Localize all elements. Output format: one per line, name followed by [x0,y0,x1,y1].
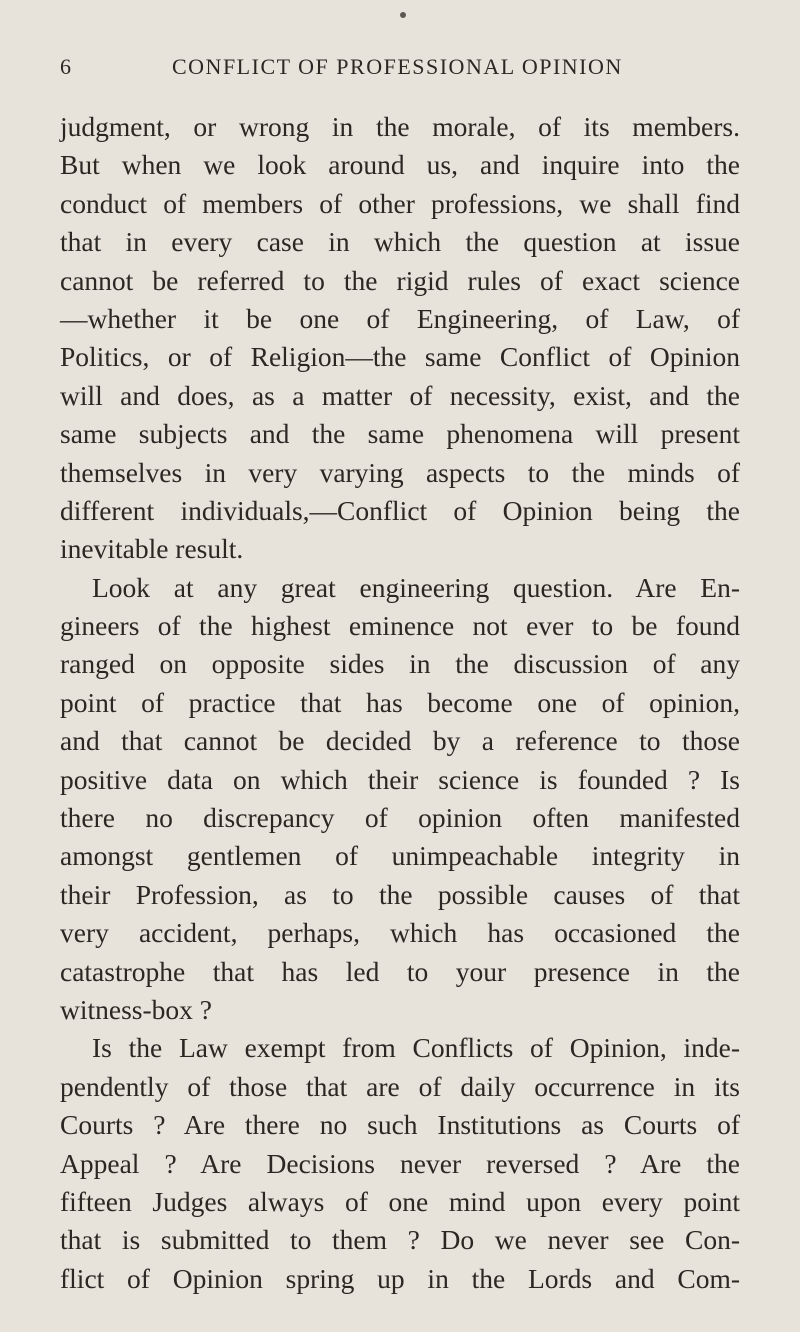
text-line: But when we look around us, and inquire into the [60,149,740,181]
text-line: that in every case in which the question at issue [60,226,740,258]
text-line: will and does, as a matter of necessity, exist, and the [60,379,740,411]
text-line: inevitable result. [60,533,244,565]
text-line: Is the Law exempt from Conflicts of Opinion, inde- [92,1032,740,1064]
text-line: judgment, or wrong in the morale, of its members. [60,111,740,142]
running-title: CONFLICT OF PROFESSIONAL OPINION [172,54,623,79]
text-line: witness-box ? [60,993,212,1025]
text-line: Look at any great engineering question. Are En- [92,571,740,603]
text-line: Appeal ? Are Decisions never reversed ? Are the [60,1147,740,1179]
text-line: very accident, perhaps, which has occasioned the [60,917,740,949]
text-line: catastrophe that has led to your presence in the [60,955,740,987]
text-line: and that cannot be decided by a reference to those [60,725,740,757]
page-number: 6 [60,54,72,79]
text-line: amongst gentlemen of unimpeachable integrity in [60,840,740,872]
text-line: different individuals,—Conflict of Opinion being the [60,494,740,526]
running-head [60,54,760,90]
text-line: their Profession, as to the possible causes of that [60,878,740,910]
text-line: same subjects and the same phenomena will present [60,418,740,450]
text-line: cannot be referred to the rigid rules of exact science [60,264,740,296]
text-line: pendently of those that are of daily occurrence in its [60,1070,740,1102]
text-line: Courts ? Are there no such Institutions as Courts of [60,1109,740,1141]
text-line: point of practice that has become one of opinion, [60,686,740,718]
text-line: Politics, or of Religion—the same Conflict of Opinion [60,341,740,373]
text-line: gineers of the highest eminence not ever to be found [60,610,740,642]
text-line: flict of Opinion spring up in the Lords and Com- [60,1262,740,1294]
printer-mark [400,12,406,18]
text-line: there no discrepancy of opinion often manifested [60,802,740,834]
text-line: that is submitted to them ? Do we never see Con- [60,1224,740,1256]
text-line: positive data on which their science is founded ? Is [60,763,740,795]
text-line: fifteen Judges always of one mind upon every point [60,1185,740,1217]
text-line: themselves in very varying aspects to the minds of [60,456,740,488]
text-line: ranged on opposite sides in the discussion of any [60,648,740,680]
text-line: —whether it be one of Engineering, of Law, of [60,302,740,334]
text-line: conduct of members of other professions, we shall find [60,187,740,219]
body-text [60,108,740,1298]
